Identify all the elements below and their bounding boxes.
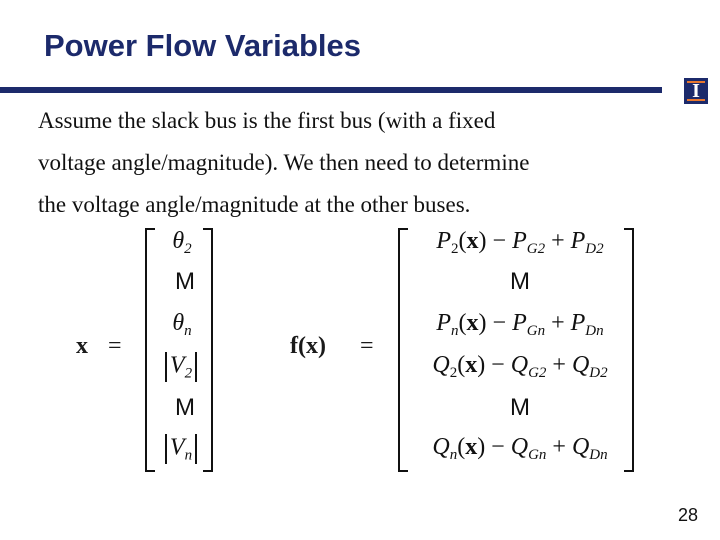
f-ellipsis: M bbox=[510, 268, 530, 295]
body-text bbox=[38, 100, 678, 226]
x-ellipsis: M bbox=[175, 268, 195, 295]
body-line: Assume the slack bus is the first bus (with a fixed bbox=[38, 108, 496, 133]
x-vn-magnitude: $V_n$ bbox=[156, 434, 206, 465]
fx-label: f(x) bbox=[290, 333, 326, 359]
x-left-bracket bbox=[145, 228, 155, 472]
x-label: x bbox=[76, 333, 88, 359]
f-left-bracket bbox=[398, 228, 408, 472]
university-logo-icon: I bbox=[684, 78, 708, 104]
x-theta2: $\theta_2$ bbox=[172, 228, 192, 257]
equals-sign: = bbox=[108, 333, 122, 359]
equals-sign: = bbox=[360, 333, 374, 359]
page-number: 28 bbox=[677, 505, 698, 525]
x-v2-magnitude: $V_2$ bbox=[156, 352, 206, 383]
f-row-qn: $Q_n(x) - Q_{Gn} + Q_{Dn}$ bbox=[432, 434, 608, 463]
f-row-pn: $P_n(x) - P_{Gn} + P_{Dn}$ bbox=[436, 310, 604, 339]
f-row-q2: $Q_2(x) - Q_{G2} + Q_{D2}$ bbox=[432, 352, 608, 381]
body-line: voltage angle/magnitude). We then need to determine bbox=[38, 150, 530, 175]
slide-title: Power Flow Variables bbox=[44, 28, 362, 63]
x-ellipsis: M bbox=[175, 394, 195, 421]
x-thetan: $\theta_n$ bbox=[172, 310, 192, 339]
body-line: the voltage angle/magnitude at the other buses. bbox=[38, 192, 471, 217]
f-ellipsis: M bbox=[510, 394, 530, 421]
title-rule bbox=[0, 87, 662, 93]
f-row-p2: $P_2(x) - P_{G2} + P_{D2}$ bbox=[436, 228, 604, 257]
